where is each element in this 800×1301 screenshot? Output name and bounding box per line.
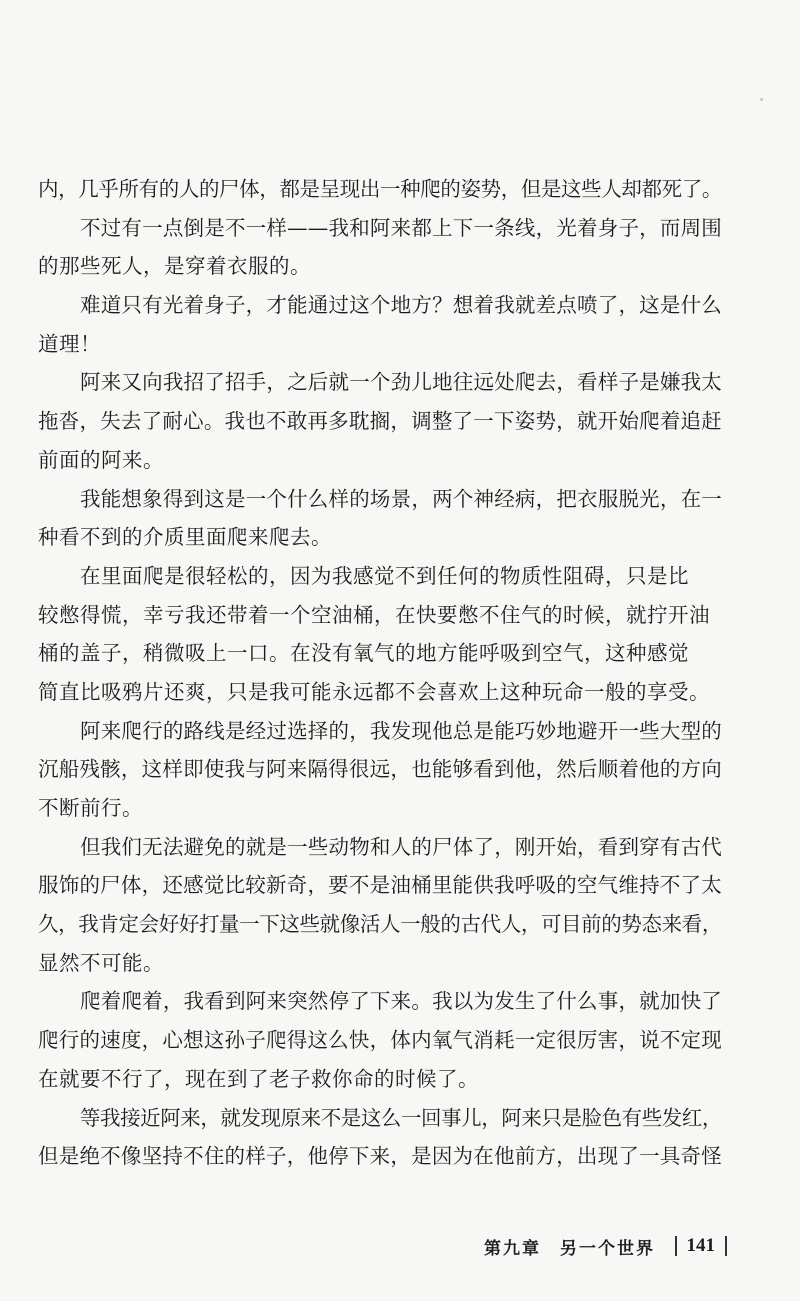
running-chapter-title: 第九章 另一个世界 <box>484 1238 655 1259</box>
text-line: 爬着爬着，我看到阿来突然停了下来。我以为发生了什么事，就加快了 <box>80 989 722 1014</box>
text-line: 道理！ <box>38 331 101 356</box>
body-text <box>38 170 722 1176</box>
text-line: 沉船残骸，这样即使我与阿来隔得很远，也能够看到他，然后顺着他的方向 <box>38 757 722 782</box>
text-line: 不过有一点倒是不一样——我和阿来都上下一条线，光着身子，而周围 <box>80 215 722 240</box>
text-line: 我能想象得到这是一个什么样的场景，两个神经病，把衣服脱光，在一 <box>80 486 722 511</box>
text-line: 不断前行。 <box>38 796 143 820</box>
text-line: 难道只有光着身子，才能通过这个地方？想着我就差点喷了，这是什么 <box>80 293 722 318</box>
text-line: 种看不到的介质里面爬来爬去。 <box>38 525 332 550</box>
text-line: 但是绝不像坚持不住的样子，他停下来，是因为在他前方，出现了一具奇怪 <box>38 1144 722 1169</box>
footer-divider-left <box>675 1236 677 1256</box>
text-line: 但我们无法避免的就是一些动物和人的尸体了，刚开始，看到穿有古代 <box>80 834 722 859</box>
text-line: 爬行的速度，心想这孙子爬得这么快，体内氧气消耗一定很厉害，说不定现 <box>38 1028 722 1053</box>
text-line: 等我接近阿来，就发现原来不是这么一回事儿，阿来只是脸色有些发红， <box>80 1105 722 1130</box>
page-number: 141 <box>686 1235 715 1256</box>
paper-speck <box>760 98 763 101</box>
text-line: 阿来又向我招了招手，之后就一个劲儿地往远处爬去，看样子是嫌我太 <box>80 370 722 395</box>
text-line: 前面的阿来。 <box>38 447 164 472</box>
text-line: 在就要不行了，现在到了老子救你命的时候了。 <box>38 1066 479 1091</box>
text-line: 拖沓，失去了耐心。我也不敢再多耽搁，调整了一下姿势，就开始爬着追赶 <box>38 409 722 434</box>
text-line: 久，我肯定会好好打量一下这些就像活人一般的古代人，可目前的势态来看， <box>38 912 722 937</box>
text-line: 在里面爬是很轻松的，因为我感觉不到任何的物质性阻碍，只是比 <box>80 563 689 588</box>
text-line: 显然不可能。 <box>38 950 164 975</box>
text-line: 桶的盖子，稍微吸上一口。在没有氧气的地方能呼吸到空气，这种感觉 <box>38 641 689 666</box>
text-line: 内，几乎所有的人的尸体，都是呈现出一种爬的姿势，但是这些人却都死了。 <box>38 177 722 201</box>
page-footer <box>484 1231 737 1261</box>
text-line: 较憋得慌，幸亏我还带着一个空油桶，在快要憋不住气的时候，就拧开油 <box>38 602 710 627</box>
footer-divider-right <box>725 1236 727 1256</box>
text-line: 服饰的尸体，还感觉比较新奇，要不是油桶里能供我呼吸的空气维持不了太 <box>38 873 722 898</box>
text-line: 的那些死人，是穿着衣服的。 <box>38 254 311 279</box>
text-line: 阿来爬行的路线是经过选择的，我发现他总是能巧妙地避开一些大型的 <box>80 718 722 743</box>
text-line: 简直比吸鸦片还爽，只是我可能永远都不会喜欢上这种玩命一般的享受。 <box>38 679 710 704</box>
